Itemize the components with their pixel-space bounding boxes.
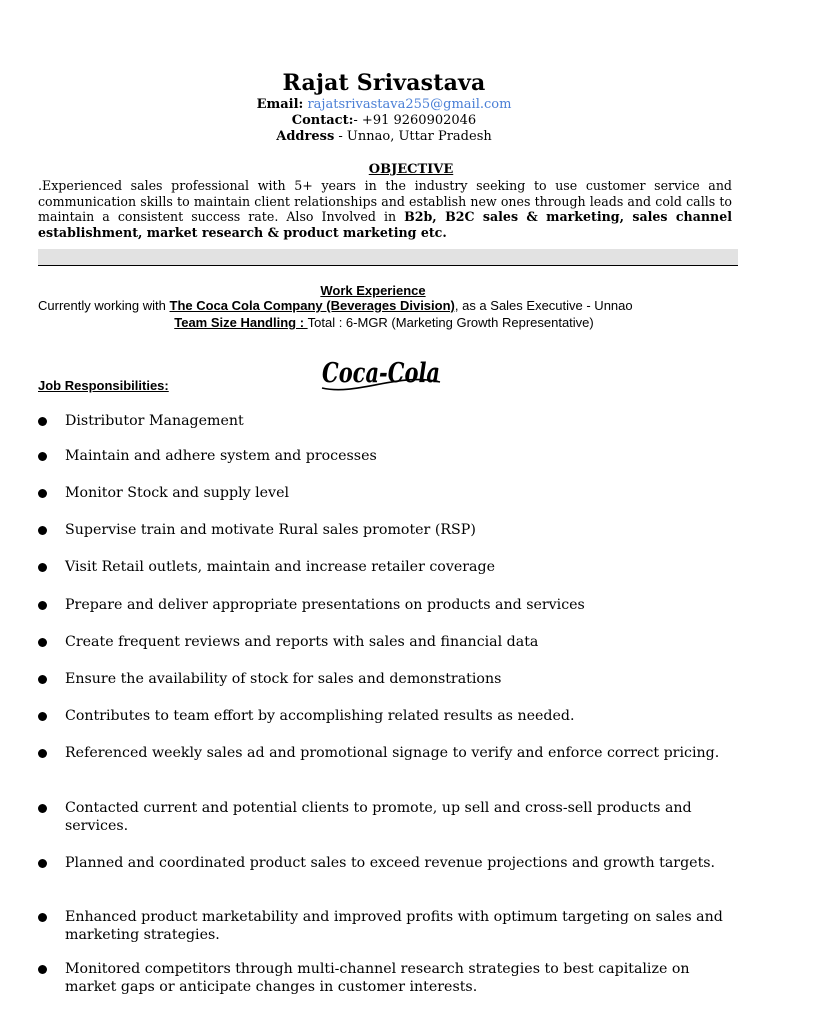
bullet-icon xyxy=(38,749,47,758)
bullet-icon xyxy=(38,563,47,572)
objective-text xyxy=(38,178,732,240)
current-position-line xyxy=(38,298,758,313)
section-divider-bar xyxy=(38,249,738,265)
bullet-icon xyxy=(38,489,47,498)
address-line xyxy=(0,129,768,144)
email-line xyxy=(0,97,768,112)
contact-label: Contact: xyxy=(291,113,354,128)
position-role: , as a Sales Executive - Unnao xyxy=(454,298,633,313)
objective-lead-mark: . xyxy=(38,178,43,193)
email-link[interactable]: rajatsrivastava255@gmail.com xyxy=(307,97,512,112)
team-size-line xyxy=(0,315,768,330)
logo-wordmark: Coca-Cola xyxy=(322,358,440,389)
email-label: Email: xyxy=(256,97,304,112)
position-intro: Currently working with xyxy=(38,298,170,313)
bullet-icon xyxy=(38,417,47,426)
bullet-icon xyxy=(38,638,47,647)
section-divider-rule xyxy=(38,265,738,266)
team-size-label: Team Size Handling : xyxy=(174,315,308,330)
bullet-icon xyxy=(38,601,47,610)
bullet-icon xyxy=(38,526,47,535)
bullet-icon xyxy=(38,913,47,922)
bullet-icon xyxy=(38,965,47,974)
address-value: - Unnao, Uttar Pradesh xyxy=(334,129,492,144)
objective-bold: B2b, B2C sales & marketing, sales channel establishment, market research & product marketing etc. xyxy=(38,209,732,240)
bullet-icon xyxy=(38,712,47,721)
contact-number: - +91 9260902046 xyxy=(353,113,477,128)
objective-body: Experienced sales professional with 5+ years in the industry seeking to use customer service and communication skills to maintain client relationships and establish new ones through leads and cold calls to maintain a consistent success rate. Also Involved in xyxy=(38,178,732,224)
bullet-icon xyxy=(38,859,47,868)
team-size-value: Total : 6-MGR (Marketing Growth Representative) xyxy=(307,315,594,330)
bullet-icon xyxy=(38,452,47,461)
company-name: The Coca Cola Company (Beverages Division) xyxy=(169,298,455,313)
objective-heading: OBJECTIVE xyxy=(368,162,454,177)
work-experience-heading: Work Experience xyxy=(320,283,426,298)
bullet-icon xyxy=(38,804,47,813)
bullet-icon xyxy=(38,675,47,684)
resume-page: Rajat Srivastava Email: rajatsrivastava255@gmail.com Contact:- +91 9260902046 Address - Unnao, Uttar Pradesh OBJECTIVE .Experienced sales professional with 5+ years in the industry seeking to use customer service and communication skills to maintain client relationships and establish new ones through leads and cold calls to maintain a consistent success rate. Also Involved in B2b, B2C sales & marketing, sales channel establishment, market research & product marketing etc. Work Experience Currently working with The Coca Cola Company (Beverages Division), as a Sales Executive - Unnao Team Size Handling : Total : 6-MGR (Marketing Growth Representative) Coca-Cola Job Responsibilities: Distributor Management Maintain and adhere system and processes Monitor Stock and supply level Supervise train and motivate Rural sales promoter (RSP) Visit Retail outlets, maintain and increase retailer coverage Prepare and deliver appropriate presentations on products and services Create frequent reviews and reports with sales and financial data Ensure the availability of stock for sales and demonstrations Contributes to team effort by accomplishing related results as needed. Referenced weekly sales ad and promotional signage to verify and enforce correct pricing. Contacted current and potential clients to promote, up sell and cross-sell products and services. Planned and coordinated product sales to exceed revenue projections and growth targets. Enhanced product marketability and improved profits with optimum targeting on sales and marketing strategies. Monitored competitors through multi-channel research strategies to best capitalize on market gaps or anticipate changes in customer interests. xyxy=(0,0,768,1024)
coca-cola-logo xyxy=(318,352,444,396)
contact-line xyxy=(0,113,768,128)
address-label: Address xyxy=(276,129,335,144)
candidate-name: Rajat Srivastava xyxy=(282,70,486,96)
job-responsibilities-heading: Job Responsibilities: xyxy=(38,378,169,393)
